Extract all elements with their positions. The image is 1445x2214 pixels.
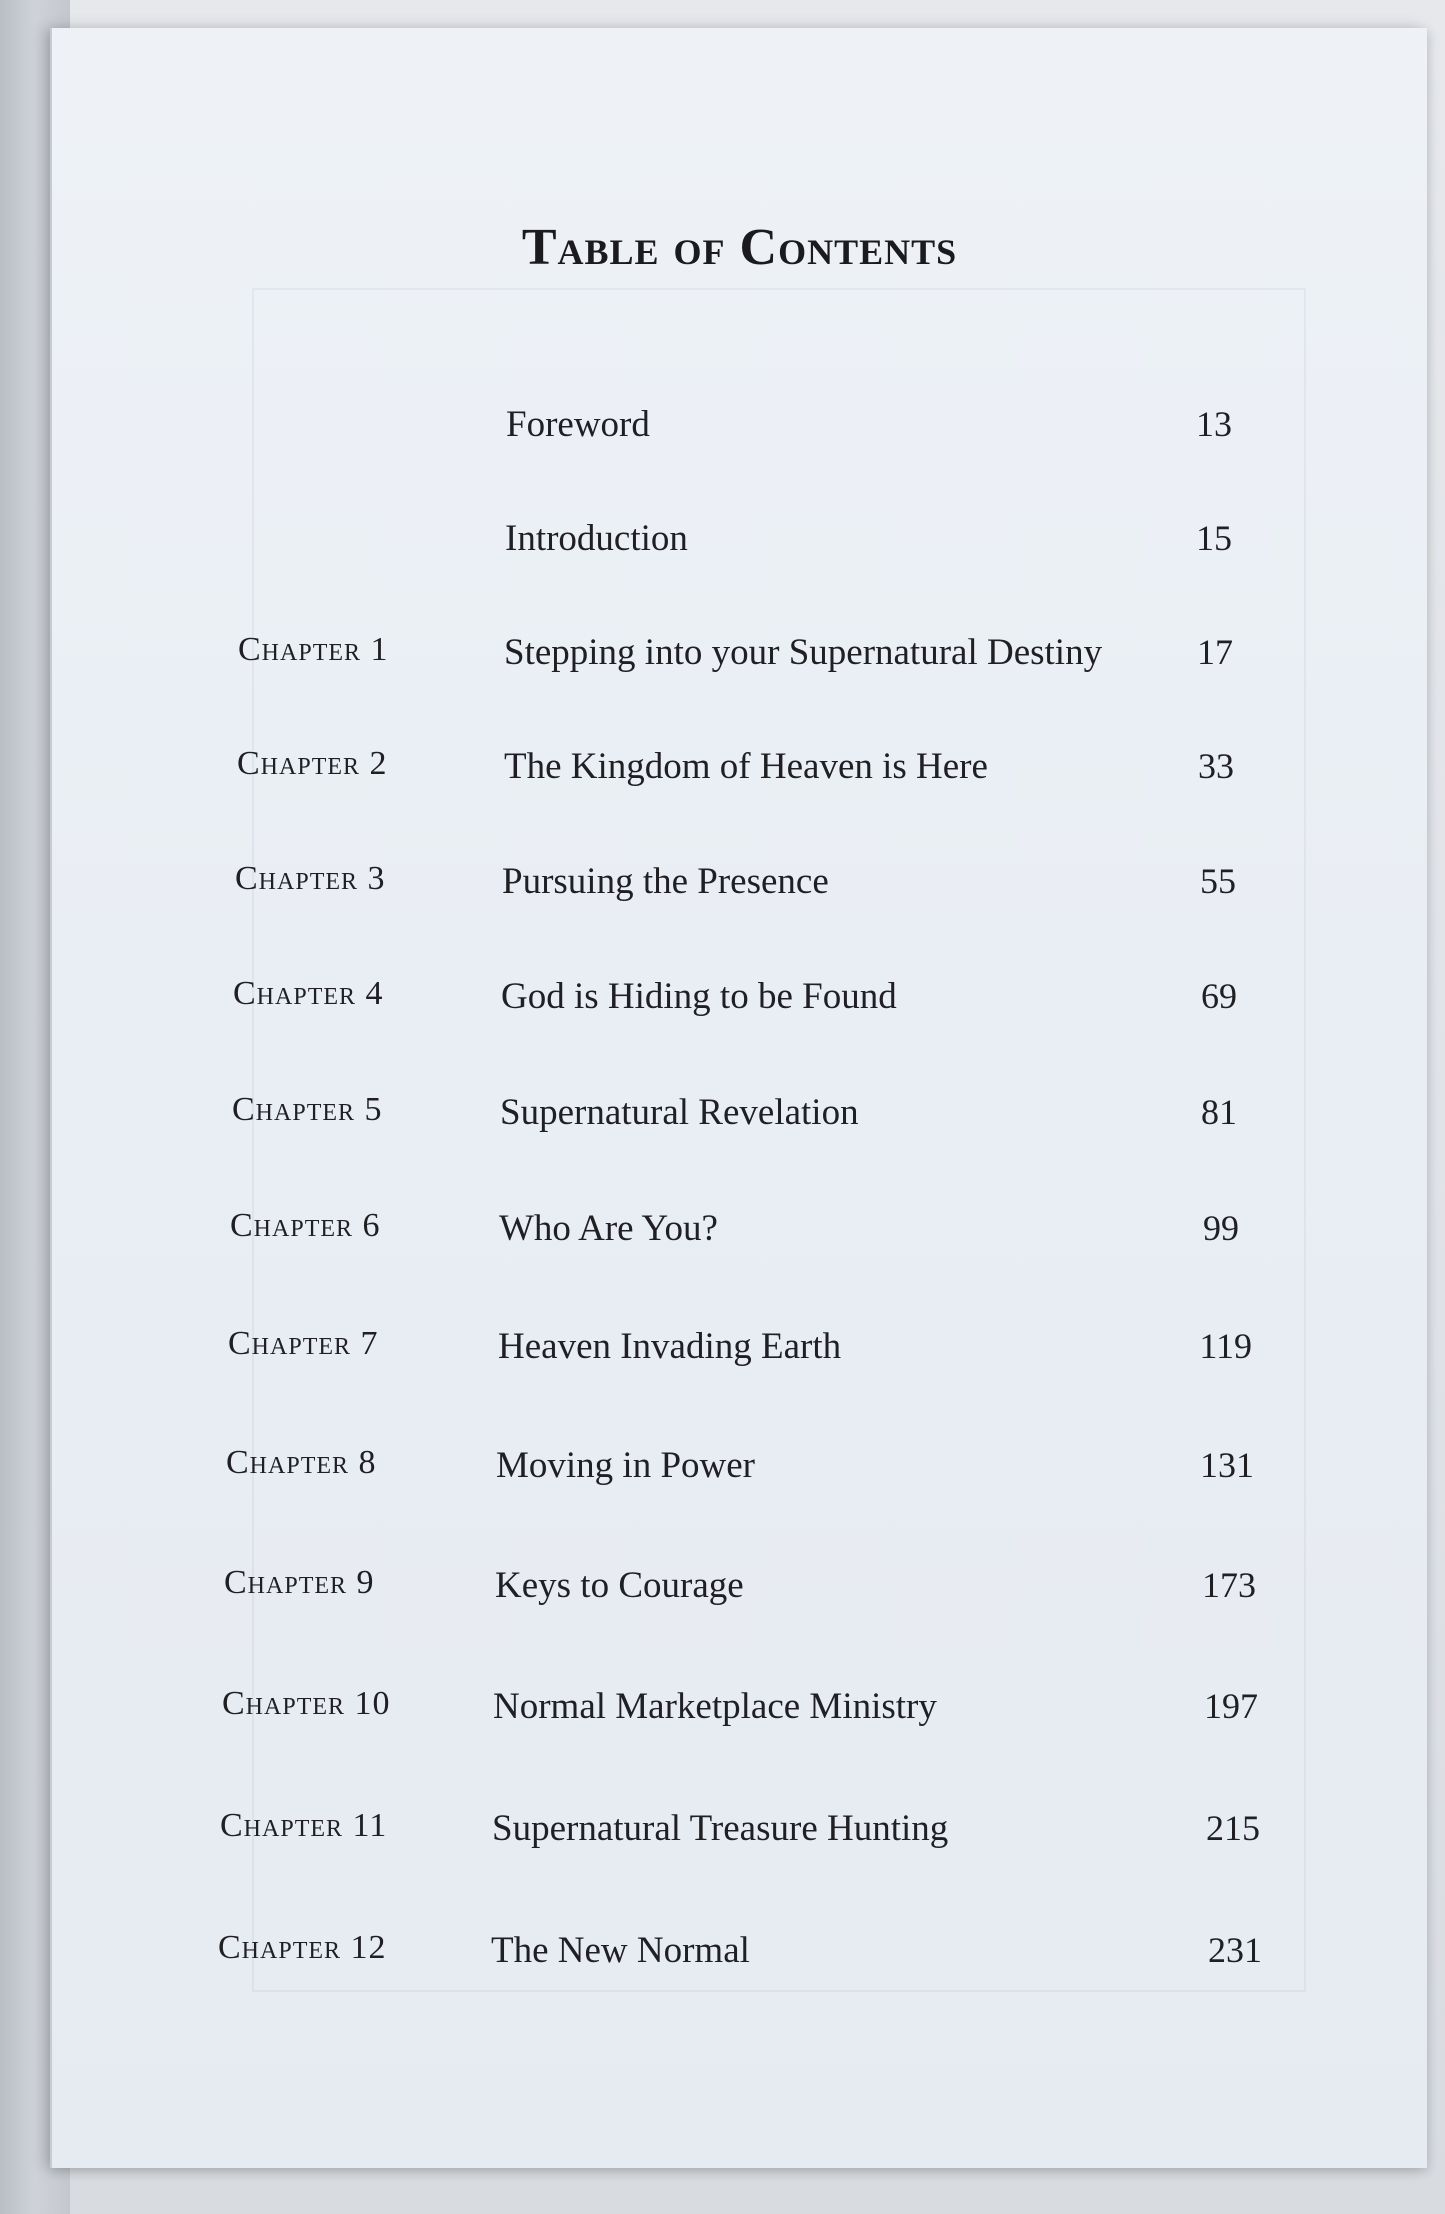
toc-entry-title: The New Normal xyxy=(491,1930,750,1971)
toc-entry xyxy=(52,403,1427,473)
toc-entry xyxy=(52,1685,1427,1755)
toc-chapter-label: Chapter 7 xyxy=(228,1325,379,1362)
toc-entry-title: Moving in Power xyxy=(496,1445,755,1486)
toc-chapter-label: Chapter 10 xyxy=(222,1685,391,1722)
toc-entry-title: God is Hiding to be Found xyxy=(501,976,897,1017)
toc-entry xyxy=(52,1207,1427,1277)
toc-page-number: 17 xyxy=(1197,632,1233,672)
toc-entry xyxy=(52,1325,1427,1395)
toc-chapter-label: Chapter 3 xyxy=(235,860,386,897)
book-page xyxy=(50,28,1427,2168)
toc-page-number: 33 xyxy=(1198,746,1234,786)
toc-page-number: 231 xyxy=(1208,1930,1262,1970)
toc-entry-title: Stepping into your Supernatural Destiny xyxy=(504,632,1103,673)
toc-entry xyxy=(52,1807,1427,1877)
toc-page-number: 15 xyxy=(1196,518,1232,558)
toc-entry-title: Supernatural Treasure Hunting xyxy=(492,1808,949,1849)
toc-entry-title: Normal Marketplace Ministry xyxy=(493,1686,937,1727)
toc-entry-title: The Kingdom of Heaven is Here xyxy=(504,746,988,787)
toc-entry-title: Pursuing the Presence xyxy=(502,861,829,902)
toc-entry-title: Keys to Courage xyxy=(495,1565,744,1606)
toc-entry xyxy=(52,631,1427,701)
toc-page-number: 13 xyxy=(1196,404,1232,444)
toc-chapter-label: Chapter 8 xyxy=(226,1444,377,1481)
toc-entry xyxy=(52,1091,1427,1161)
toc-chapter-label: Chapter 5 xyxy=(232,1091,383,1128)
toc-entry-title: Introduction xyxy=(505,518,688,559)
toc-chapter-label: Chapter 1 xyxy=(238,631,389,668)
toc-chapter-label: Chapter 11 xyxy=(220,1807,388,1844)
page-title: Table of Contents xyxy=(521,219,958,276)
toc-entry xyxy=(52,1564,1427,1634)
toc-page-number: 119 xyxy=(1199,1326,1252,1366)
toc-entry xyxy=(52,1444,1427,1514)
toc-entry-title: Supernatural Revelation xyxy=(500,1092,859,1133)
toc-chapter-label: Chapter 6 xyxy=(230,1207,381,1244)
toc-page-number: 55 xyxy=(1200,861,1236,901)
toc-entry xyxy=(52,860,1427,930)
toc-entry xyxy=(52,975,1427,1045)
toc-list xyxy=(52,368,1427,2028)
toc-page-number: 99 xyxy=(1203,1208,1239,1248)
toc-page-number: 81 xyxy=(1201,1092,1237,1132)
toc-entry xyxy=(52,1929,1427,1999)
toc-chapter-label: Chapter 2 xyxy=(237,745,388,782)
toc-page-number: 173 xyxy=(1202,1565,1256,1605)
toc-entry xyxy=(52,517,1427,587)
toc-page-number: 131 xyxy=(1200,1445,1254,1485)
toc-page-number: 69 xyxy=(1201,976,1237,1016)
toc-chapter-label: Chapter 9 xyxy=(224,1564,375,1601)
toc-entry-title: Foreword xyxy=(506,404,650,445)
toc-page-number: 215 xyxy=(1206,1808,1260,1848)
toc-entry xyxy=(52,745,1427,815)
toc-entry-title: Who Are You? xyxy=(499,1208,718,1249)
toc-page-number: 197 xyxy=(1204,1686,1258,1726)
toc-entry-title: Heaven Invading Earth xyxy=(498,1326,842,1367)
toc-chapter-label: Chapter 4 xyxy=(233,975,384,1012)
toc-chapter-label: Chapter 12 xyxy=(218,1929,387,1966)
